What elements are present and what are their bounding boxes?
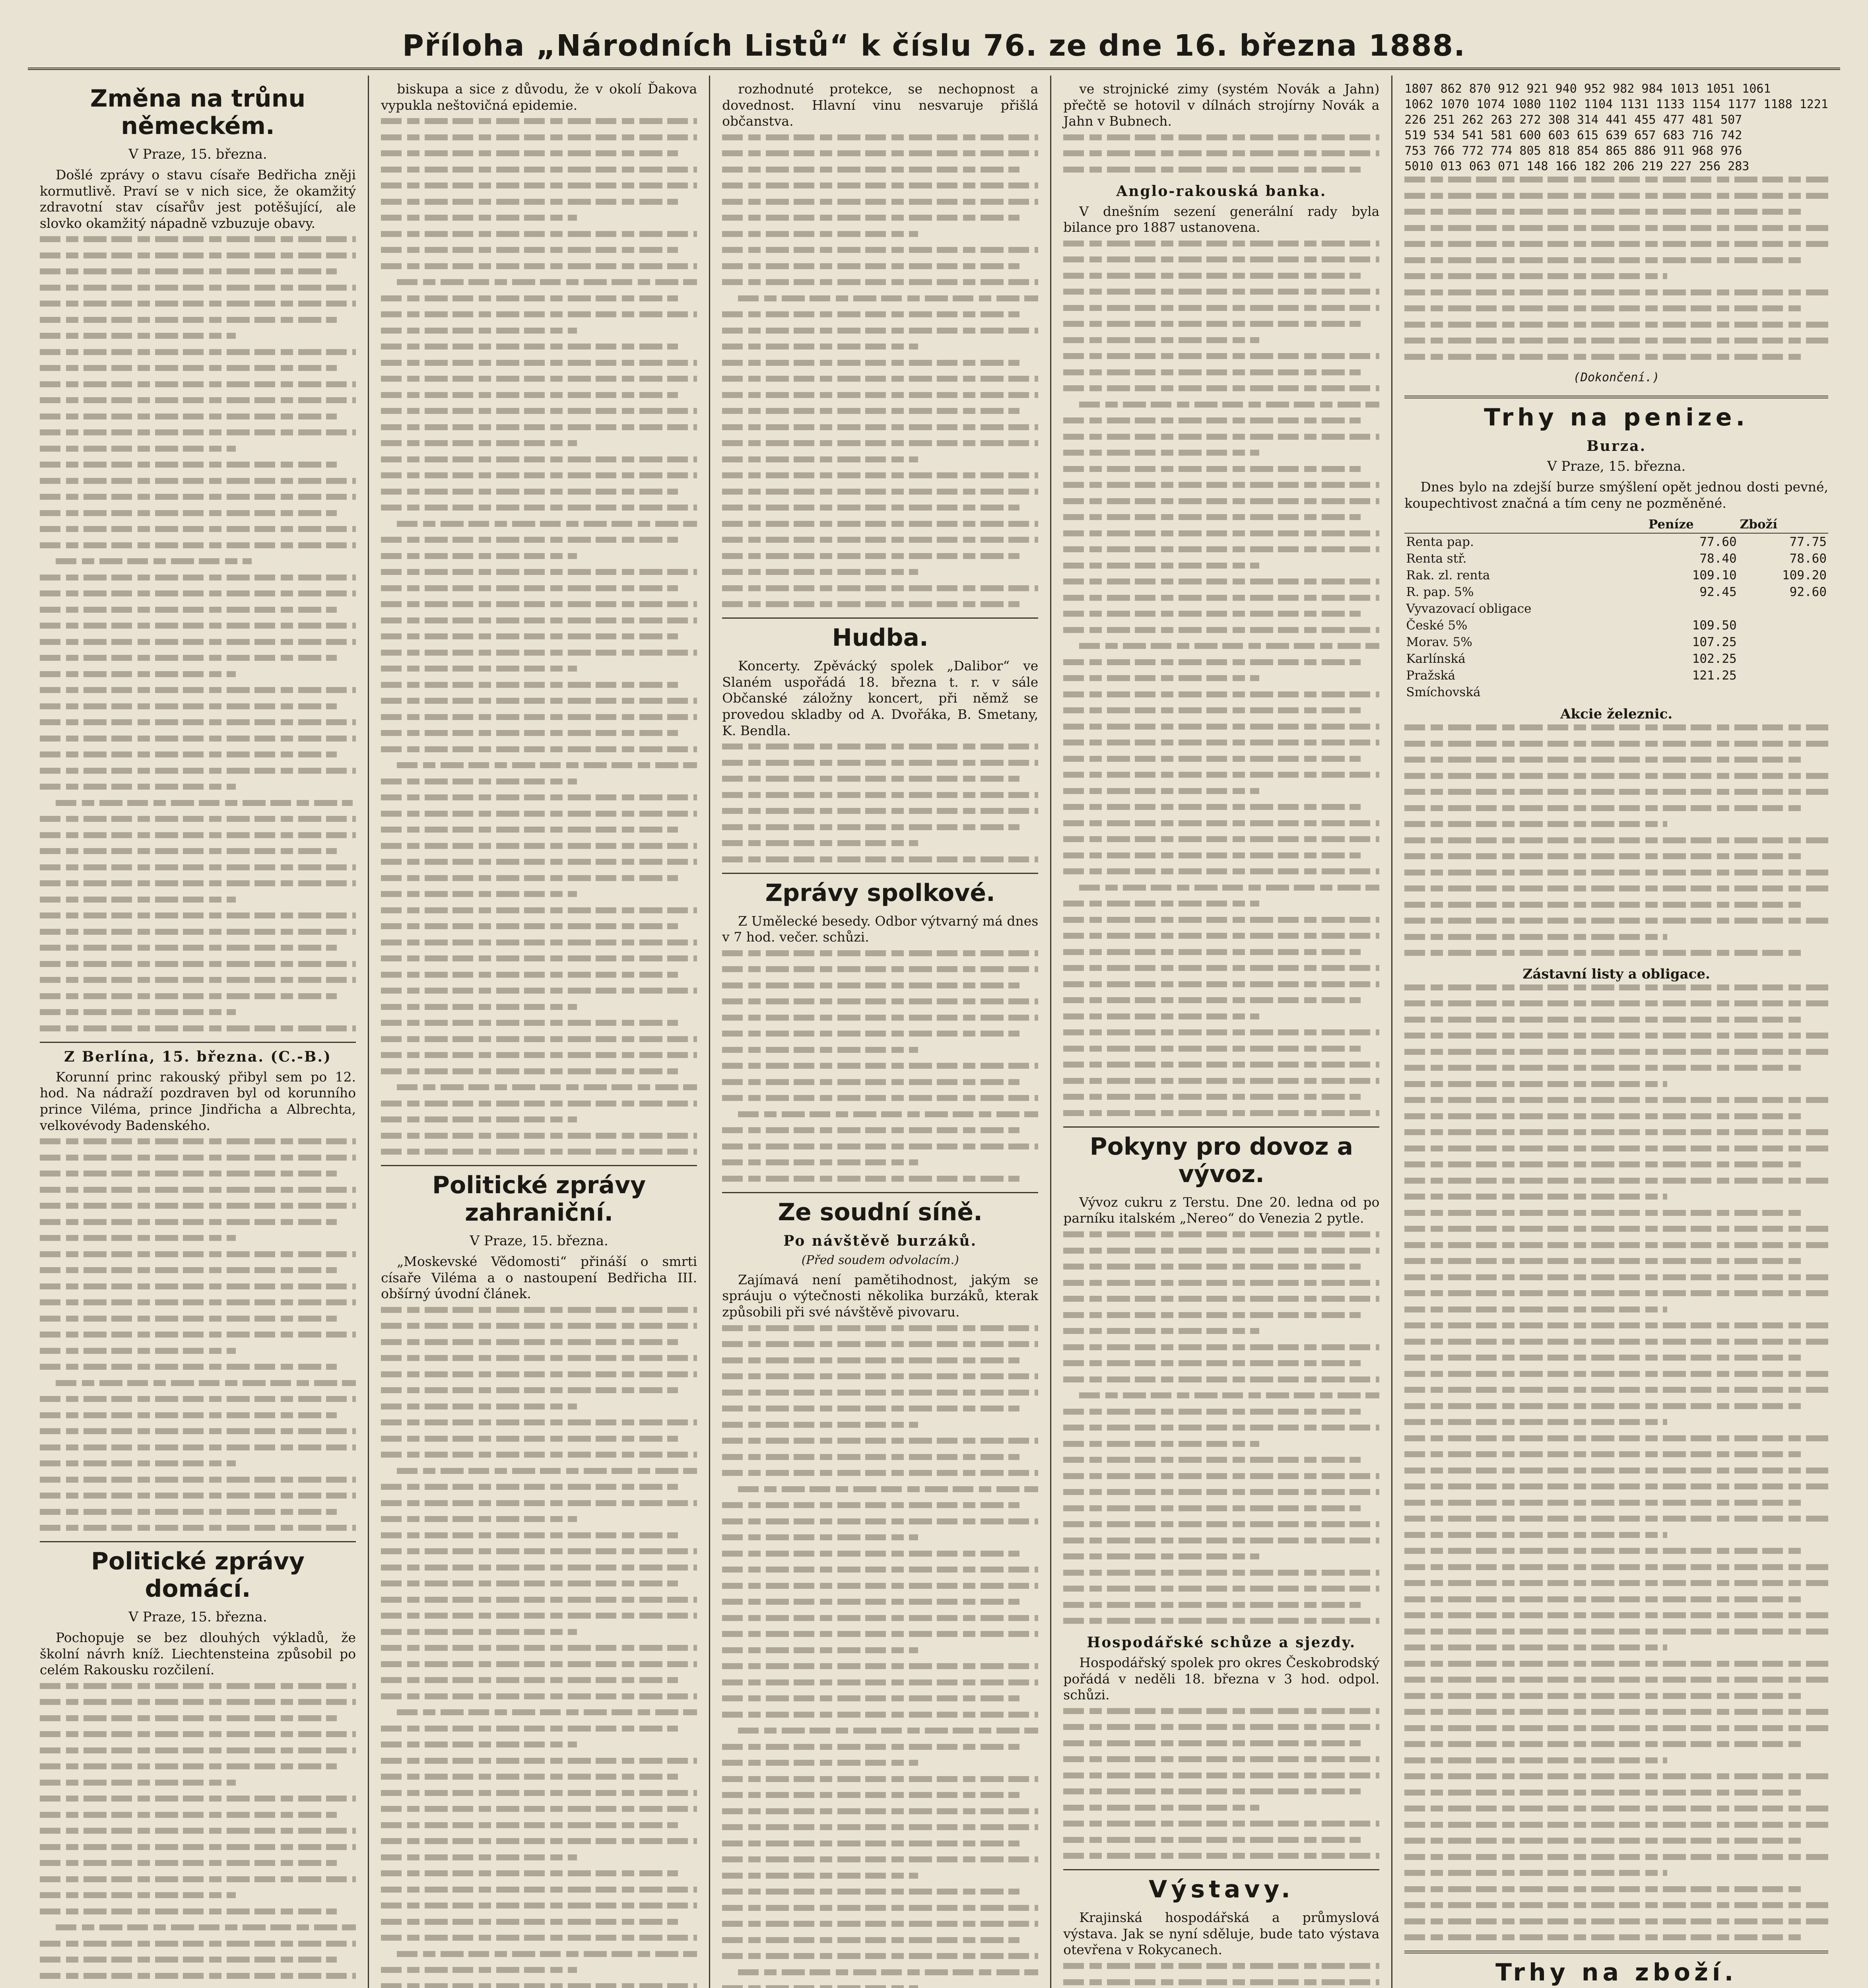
- table-row: [1404, 617, 1828, 634]
- table-cell: Renta stř.: [1406, 551, 1467, 566]
- article-body-text: [722, 744, 1038, 862]
- article-note: (Před soudem odvolacím.): [801, 1253, 959, 1267]
- table-row: [1404, 600, 1828, 617]
- table-cell: 102.25: [1692, 652, 1737, 666]
- number-rows-continued: [1404, 177, 1828, 360]
- dateline: V Praze, 15. března.: [128, 146, 267, 162]
- number-row: 226 251 262 263 272 308 314 441 455 477 481 507: [1404, 113, 1742, 127]
- column-4: [1051, 76, 1392, 1988]
- article-body-text: [381, 1307, 697, 1988]
- table-cell: Vyvazovací obligace: [1406, 602, 1532, 616]
- table-cell: 77.75: [1789, 535, 1827, 549]
- article-paragraph: ve strojnické zimy (systém Novák a Jahn) přečtě se hotovil v dílnách strojírny Novák a Jahn v Bubnech.: [1063, 81, 1380, 129]
- article-hudba: [722, 624, 1038, 862]
- table-cell: 109.50: [1692, 618, 1737, 633]
- article-ze-soudni-sine: [722, 1199, 1038, 1988]
- article-body-text: [1063, 241, 1379, 1116]
- divider: [1063, 1126, 1379, 1128]
- continuation-note: (Dokončení.): [1573, 371, 1660, 384]
- article-politicke-zpravy-zahranicni: [381, 1172, 697, 1988]
- article-paragraph: Došlé zprávy o stavu císaře Bedřicha zněji kormutlivě. Praví se v nich sice, že okamžitý zdravotní stav císařův jest potěšující, ale slovko okamžitý nápadně vzbuzuje obavy.: [40, 167, 356, 231]
- article-paragraph: Pochopuje se bez dlouhých výkladů, že školní návrh kníž. Liechtensteina způsobil po celém Rakousku rozčilení.: [40, 1630, 356, 1678]
- article-pokyny-pro-dovoz: [1063, 1133, 1379, 1624]
- article-body-text: [40, 1138, 356, 1531]
- table-subheading: Zástavní listy a obligace.: [1522, 966, 1710, 982]
- table-header-row: [1404, 516, 1828, 533]
- masthead-title: Příloha „Národních Listů“ k číslu 76. ze dne 16. března 1888.: [402, 29, 1466, 63]
- table-header-cell: [1404, 516, 1647, 533]
- article-heading: Výstavy.: [1148, 1875, 1294, 1904]
- article-body-text: [722, 134, 1038, 608]
- article-paragraph: rozhodnuté protekce, se nechopnost a dovednost. Hlavní vinu nesvaruje přišlá občanstva.: [722, 81, 1039, 129]
- divider: [40, 1541, 356, 1542]
- article-heading: Politické zprávy domácí.: [91, 1547, 305, 1603]
- number-row: 519 534 541 581 600 603 615 639 657 683 716 742: [1404, 128, 1742, 142]
- table-cell: 107.25: [1692, 635, 1737, 650]
- divider: [1063, 1869, 1379, 1870]
- article-heading: Hudba.: [832, 624, 928, 652]
- article-heading: Pokyny pro dovoz a vývoz.: [1089, 1132, 1353, 1188]
- article-body-text: [40, 1683, 356, 1988]
- article-paragraph: Koncerty. Zpěvácký spolek „Dalibor“ ve Slaném uspořádá 18. března t. r. v sále Občanské záložny koncert, při němž se provedou skladby od A. Dvořáka, B. Smetany, K. Bendla.: [722, 658, 1039, 738]
- table-row: [1404, 550, 1828, 567]
- number-row: 753 766 772 774 805 818 854 865 886 911 968 976: [1404, 144, 1742, 158]
- article-paragraph: Hospodářský spolek pro okres Českobrodský pořádá v neděli 18. března v 3 hod. odpol. schůzi.: [1063, 1655, 1380, 1703]
- article-trhy-na-zbozi: [1404, 1959, 1828, 1988]
- table-cell: R. pap. 5%: [1406, 585, 1474, 600]
- columns: [28, 76, 1840, 1988]
- dateline: V Praze, 15. března.: [1547, 458, 1686, 474]
- divider: [722, 617, 1038, 619]
- article-paragraph: Vývoz cukru z Terstu. Dne 20. ledna od po parníku italském „Nereo“ do Venezia 2 pytle.: [1063, 1194, 1380, 1226]
- lottery-numbers: [1404, 81, 1828, 385]
- table-cell: [1738, 617, 1828, 634]
- article-subheading: Anglo-rakouská banka.: [1116, 182, 1327, 200]
- article-anglo-rakouska-banka: [1063, 183, 1379, 1116]
- dateline: V Praze, 15. března.: [128, 1609, 267, 1625]
- divider: [722, 1192, 1038, 1193]
- article-heading: Změna na trůnu německém.: [90, 85, 306, 140]
- article-continuation: [722, 81, 1038, 607]
- article-body-text: [722, 950, 1038, 1182]
- number-row: 5010 013 063 071 148 166 182 206 219 227 256 283: [1404, 159, 1750, 173]
- article-body-text: [1063, 1708, 1379, 1859]
- table-row: [1404, 650, 1828, 667]
- dateline: V Praze, 15. března.: [470, 1233, 608, 1249]
- article-subheading: Hospodářské schůze a sjezdy.: [1087, 1634, 1356, 1651]
- table-cell: Renta pap.: [1406, 535, 1474, 549]
- article-subheading: Po návštěvě burzáků.: [783, 1232, 977, 1249]
- article-paragraph: Korunní princ rakouský přibyl sem po 12. hod. Na nádraží pozdraven byl od korunního prince Viléma, prince Jindřicha a Albrechta, velkovévody Badenského.: [40, 1069, 356, 1133]
- article-continuation: [381, 81, 697, 1155]
- article-body-text: [40, 236, 356, 1031]
- table-cell: 92.45: [1699, 585, 1737, 600]
- number-row: 1062 1070 1074 1080 1102 1104 1131 1133 1154 1177 1188 1221: [1404, 97, 1828, 111]
- table-cell: Karlínská: [1406, 652, 1466, 666]
- article-paragraph: Krajinská hospodářská a průmyslová výstava. Jak se nyní sděluje, bude tato výstava otevřena v Rokycanech.: [1063, 1910, 1380, 1958]
- article-vystavy: [1063, 1876, 1379, 1988]
- table-cell: 78.40: [1699, 551, 1737, 566]
- table-cell: [1738, 667, 1828, 684]
- column-3: [710, 76, 1051, 1988]
- table-row: [1404, 533, 1828, 550]
- article-body-text: [722, 1325, 1038, 1988]
- article-body-text: [381, 118, 697, 1155]
- table-cell: 109.20: [1782, 568, 1827, 583]
- table-cell: [1647, 600, 1738, 617]
- table-cell: Morav. 5%: [1406, 635, 1472, 650]
- column-5: [1392, 76, 1840, 1988]
- table-cell: Rak. zl. renta: [1406, 568, 1490, 583]
- table-row: [1404, 584, 1828, 600]
- article-paragraph: V dnešním sezení generální rady byla bilance pro 1887 ustanovena.: [1063, 203, 1380, 235]
- article-heading: Ze soudní síně.: [778, 1198, 983, 1226]
- table-cell: [1738, 650, 1828, 667]
- article-body-text: [1063, 1963, 1379, 1988]
- article-subheading: Z Berlína, 15. března. (C.-B.): [64, 1048, 332, 1065]
- table-cell: 121.25: [1692, 668, 1737, 683]
- article-trhy-na-penize: [1404, 404, 1828, 1940]
- exchange-listings: [1404, 724, 1828, 956]
- column-2: [369, 76, 710, 1988]
- article-heading: Trhy na zboží.: [1495, 1959, 1738, 1987]
- table-cell: České 5%: [1406, 618, 1468, 633]
- divider: [381, 1165, 697, 1166]
- table-row: [1404, 634, 1828, 650]
- divider: [40, 1042, 356, 1043]
- table-cell: 109.10: [1692, 568, 1737, 583]
- table-cell: 92.60: [1789, 585, 1827, 600]
- table-cell: [1738, 634, 1828, 650]
- table-cell: Smíchovská: [1406, 685, 1481, 700]
- number-row: 1807 862 870 912 921 940 952 982 984 1013 1051 1061: [1404, 82, 1771, 96]
- article-continuation: [1063, 81, 1379, 173]
- article-z-berlina: [40, 1048, 356, 1531]
- table-cell: Pražská: [1406, 668, 1456, 683]
- divider: [1404, 396, 1828, 398]
- article-subheading: Burza.: [1586, 438, 1647, 454]
- article-paragraph: Zajímavá není pamětihodnost, jakým se spráuju o výtečnosti několika burzáků, kterak způsobili při své návštěvě pivovaru.: [722, 1272, 1039, 1320]
- article-politicke-zpravy-domaci: [40, 1548, 356, 1988]
- table-cell: [1647, 684, 1738, 701]
- article-heading: Zprávy spolkové.: [765, 879, 995, 907]
- table-cell: [1738, 684, 1828, 701]
- article-paragraph: Dnes bylo na zdejší burze smýšlení opět jednou dosti pevné, koupechtivost značná a tím ceny ne pozměněné.: [1404, 479, 1828, 511]
- table-cell: 77.60: [1699, 535, 1737, 549]
- table-row: [1404, 567, 1828, 584]
- article-heading: Politické zprávy zahraniční.: [432, 1171, 646, 1227]
- article-heading: Trhy na penize.: [1484, 404, 1749, 431]
- article-paragraph: biskupa a sice z důvodu, že v okolí Ďakova vypukla neštovičná epidemie.: [381, 81, 697, 113]
- exchange-listings: [1404, 984, 1828, 1941]
- exchange-table: [1404, 516, 1828, 701]
- column-1: [28, 76, 369, 1988]
- table-header-cell: Zboží: [1738, 516, 1828, 533]
- table-header-cell: Peníze: [1647, 516, 1738, 533]
- table-row: [1404, 667, 1828, 684]
- table-subheading: Akcie železnic.: [1560, 706, 1673, 722]
- article-hospodarske-schuze: [1063, 1634, 1379, 1859]
- masthead: [28, 24, 1840, 70]
- article-paragraph: „Moskevské Vědomosti“ přináší o smrti císaře Viléma a o nastoupení Bedřicha III. obšírný úvodní článek.: [381, 1254, 697, 1302]
- table-cell: 78.60: [1789, 551, 1827, 566]
- article-body-text: [1063, 134, 1379, 173]
- table-cell: [1738, 600, 1828, 617]
- divider: [722, 873, 1038, 874]
- article-body-text: [1063, 1231, 1379, 1624]
- article-zmena-na-trunu: [40, 85, 356, 1031]
- divider: [1404, 1951, 1828, 1953]
- article-zpravy-spolkove: [722, 879, 1038, 1182]
- article-paragraph: Z Umělecké besedy. Odbor výtvarný má dnes v 7 hod. večer. schůzi.: [722, 913, 1039, 945]
- table-row: [1404, 684, 1828, 701]
